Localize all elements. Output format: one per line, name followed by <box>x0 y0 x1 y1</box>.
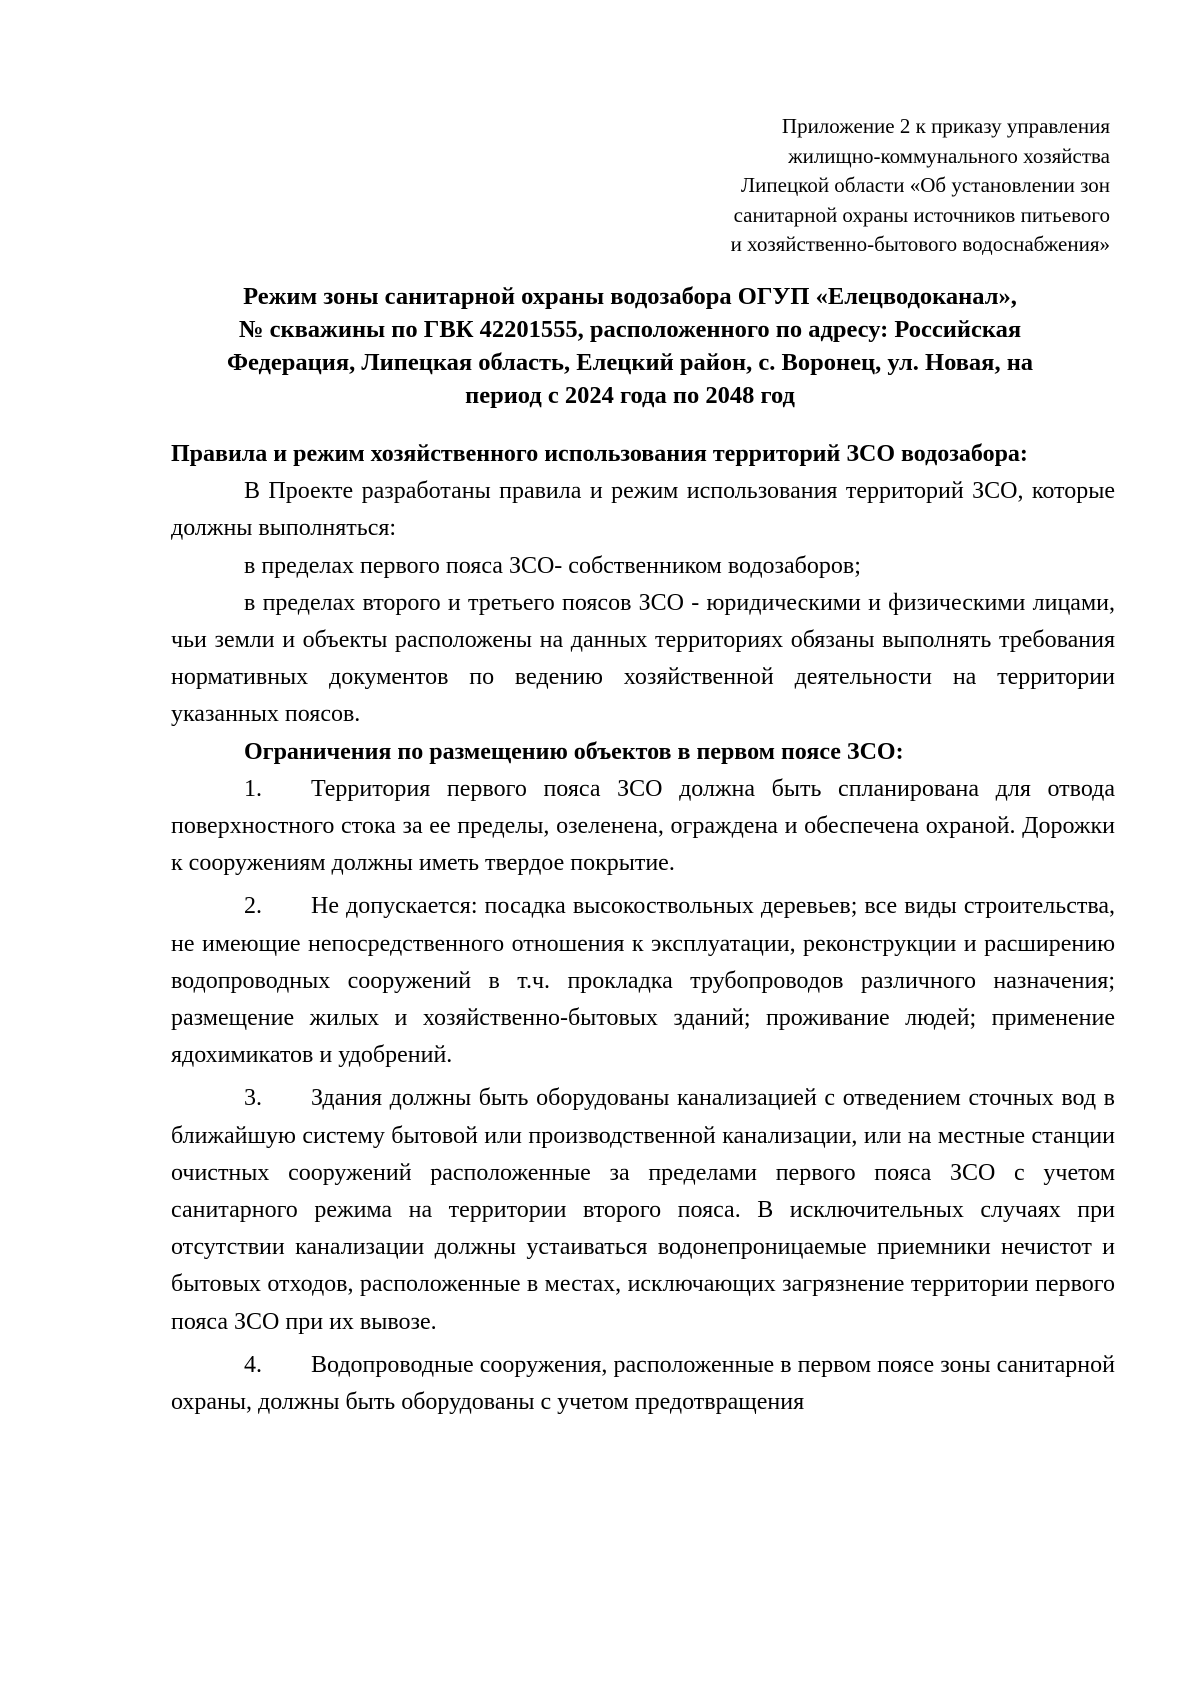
item-number: 4. <box>244 1351 262 1378</box>
section-heading: Правила и режим хозяйственного использования территорий ЗСО водозабора: <box>171 441 1028 467</box>
item-text: Не допускается: посадка высокоствольных деревьев; все виды строительства, не имеющие непосредственного отношения к эксплуатации, реконструкции и расширению водопроводных сооружений в т.ч. прокладка трубопроводов различного назначения; размещение жилых и хозяйственно-бытовых зданий; проживание людей; применение ядохимикатов и удобрений. <box>171 893 1115 1069</box>
appendix-line: Липецкой области «Об установлении зон <box>740 173 1110 197</box>
item-number: 3. <box>244 1085 262 1112</box>
numbered-item <box>171 1347 1115 1421</box>
numbered-item <box>171 888 1115 1074</box>
second-third-belt-paragraph: в пределах второго и третьего поясов ЗСО - юридическими и физическими лицами, чьи земли и объекты расположены на данных территориях обязаны выполнять требования нормативных документов по ведению хозяйственной деятельности на территории указанных поясов. <box>171 589 1115 728</box>
appendix-line: санитарной охраны источников питьевого <box>733 202 1110 227</box>
item-number: 2. <box>244 893 262 920</box>
intro-paragraph: В Проекте разработаны правила и режим использования территорий ЗСО, которые должны выполняться: <box>171 478 1115 542</box>
appendix-line: жилищно-коммунального хозяйства <box>788 143 1110 168</box>
item-text: Здания должны быть оборудованы канализацией с отведением сточных вод в ближайшую систему бытовой или производственной канализации, или на местные станции очистных сооружений расположенные за пределами первого пояса ЗСО с учетом санитарного режима на территории второго пояса. В исключительных случаях при отсутствии канализации должны устаиваться водонепроницаемые приемники нечистот и бытовых отходов, расположенные в местах, исключающих загрязнение территории первого пояса ЗСО при их вывозе. <box>171 1085 1115 1335</box>
appendix-line: Приложение 2 к приказу управления <box>781 114 1110 138</box>
numbered-item <box>171 1080 1115 1340</box>
document-body <box>171 436 1115 1421</box>
title-line: период с 2024 года по 2048 год <box>465 382 795 409</box>
numbered-item <box>171 771 1115 883</box>
title-line: № скважины по ГВК 42201555, расположенного по адресу: Российская <box>238 316 1022 343</box>
restrictions-heading: Ограничения по размещению объектов в первом поясе ЗСО: <box>244 738 904 765</box>
title-line: Федерация, Липецкая область, Елецкий район, с. Воронец, ул. Новая, на <box>226 349 1034 376</box>
appendix-line: и хозяйственно-бытового водоснабжения» <box>730 232 1110 256</box>
item-text: Водопроводные сооружения, расположенные в первом поясе зоны санитарной охраны, должны быть оборудованы с учетом предотвращения <box>171 1351 1115 1416</box>
item-number: 1. <box>244 775 262 802</box>
document-title <box>175 280 1085 412</box>
first-belt-paragraph: в пределах первого пояса ЗСО- собственником водозаборов; <box>244 552 861 579</box>
title-line: Режим зоны санитарной охраны водозабора ОГУП «Елецводоканал», <box>243 283 1017 310</box>
appendix-note <box>590 112 1110 260</box>
item-text: Территория первого пояса ЗСО должна быть спланирована для отвода поверхностного стока за ее пределы, озеленена, ограждена и обеспечена охраной. Дорожки к сооружениям должны иметь твердое покрытие. <box>171 775 1115 877</box>
